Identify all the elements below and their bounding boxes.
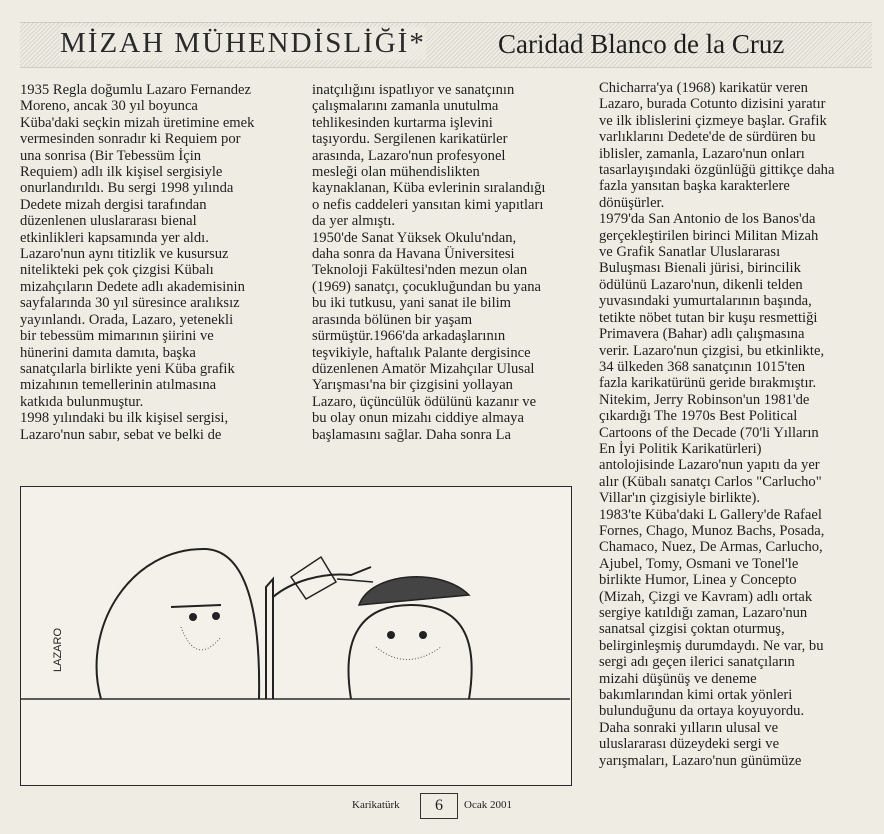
article-author: Caridad Blanco de la Cruz	[498, 29, 785, 59]
right-eye-2	[419, 631, 427, 639]
wall-post	[266, 579, 273, 699]
footer-publication: Karikatürk	[352, 799, 400, 811]
left-brow	[171, 605, 221, 607]
cartoon-drawing	[21, 487, 570, 784]
reaching-arm	[273, 567, 371, 597]
footer-date: Ocak 2001	[464, 799, 512, 811]
artist-signature: LAZARO	[52, 627, 64, 672]
right-stubble	[376, 647, 441, 660]
text-column-1: 1935 Regla doğumlu Lazaro Fernandez Moreno, ancak 30 yıl boyunca Küba'daki seçkin mizah üretimine emek vermesinden sonradır ki Requiem por una sonrisa (Bir Tebessüm İçin Requiem) adlı ilk kişisel sergisiyle onurlandırıldı. Bu sergi 1998 yılında Dedete mizah dergisi tarafından düzenlenen uluslararası bienal etkinlikleri kapsamında yer aldı. Lazaro'nun aynı titizlik ve kusursuz nitelikteki pek çok çizgisi Kübalı mizahçıların Dedete adlı akademisinin sayfalarında 30 yıl süresince aralıksız yayınlandı. Orada, Lazaro, yetenekli bir tebessüm mimarının şiirini ve hünerini damıta damıta, başka sanatçılarla birlikte yeni Küba grafik mizahının temellerinin atılmasına katkıda bulunmuştur. 1998 yılındaki bu ilk kişisel sergisi, Lazaro'nun sabır, sebat ve belki de	[20, 82, 255, 443]
right-head	[349, 605, 472, 699]
lid-handle	[337, 579, 373, 582]
left-stubble	[181, 627, 221, 650]
open-lid	[359, 577, 469, 605]
article-title: MİZAH MÜHENDİSLİĞİ*	[60, 27, 426, 59]
page-footer	[352, 793, 532, 819]
cartoon-illustration	[20, 486, 572, 786]
page-number: 6	[420, 793, 458, 819]
text-column-2: inatçılığını ispatlıyor ve sanatçının çalışmalarını zamanla unutulma tehlikesinden kurtarma işlevini taşıyordu. Sergilenen karikatürler arasında, Lazaro'nun profesyonel mesleği olan mühendislikten kaynaklanan, Küba evlerinin sıralandığı o nefis caddeleri yansıtan kimi yapıtları da yer almıştı. 1950'de Sanat Yüksek Okulu'ndan, daha sonra da Havana Üniversitesi Teknoloji Fakültesi'nden mezun olan (1969) sanatçı, çocukluğundan bu yana bu iki tutkusu, yani sanat ile bilim arasında bölünen bir yaşam sürmüştür.1966'da arkadaşlarının teşvikiyle, haftalık Palante dergisince düzenlenen Amatör Mizahçılar Ulusal Yarışması'na bir çizgisini yollayan Lazaro, üçüncülük ödülünü kazanır ve bu olay onun mizahı ciddiye almaya başlamasını sağlar. Daha sonra La	[312, 82, 546, 443]
left-head	[97, 549, 260, 699]
text-column-3: Chicharra'ya (1968) karikatür veren Lazaro, burada Cotunto dizisini yaratır ve ilk iblislerini çizmeye başlar. Grafik varlıklarını Dedete'de de sürdüren bu iblisler, zamanla, Lazaro'nun onları tasarlayışındaki özgünlüğü gittikçe daha fazla yansıtan başka karakterlere dönüşürler. 1979'da San Antonio de los Banos'da gerçekleştirilen birinci Militan Mizah ve Grafik Sanatlar Uluslararası Buluşması Bienali jürisi, birincilik ödülünü Lazaro'nun, dikenli telden yuvasındaki yumurtalarının başında, tetikte nöbet tutan bir kuşu resmettiği Primavera (Bahar) adlı çalışmasına verir. Lazaro'nun çizgisi, bu etkinlikte, 34 ülkeden 368 sanatçının 1015'ten fazla karikatürünü geride bırakmıştır. Nitekim, Jerry Robinson'un 1981'de çıkardığı The 1970s Best Political Cartoons of the Decade (70'li Yılların En İyi Politik Karikatürleri) antolojisinde Lazaro'nun yapıtı da yer alır (Kübalı sanatçı Carlos "Carlucho" Villar'ın çizgisiyle birlikte). 1983'te Küba'daki L Gallery'de Rafael Fornes, Chago, Munoz Bachs, Posada, Chamaco, Nuez, De Armas, Carlucho, Ajubel, Tomy, Osmani ve Tonel'le birlikte Humor, Linea y Concepto (Mizah, Çizgi ve Kavram) adlı ortak sergiye katıldığı zaman, Lazaro'nun sanatsal çizgisi çoktan oturmuş, belirginleşmiş durumdaydı. Ne var, bu sergi adı geçen ilerici sanatçıların mizahi düşünüş ve deneme bakımlarından kimi ortak yönleri bulunduğunu da ortaya koyuyordu. Daha sonraki yılların ulusal ve uluslararası düzeydeki sergi ve yarışmaları, Lazaro'nun günümüze	[599, 80, 835, 769]
right-eye	[387, 631, 395, 639]
page-header	[20, 22, 872, 68]
left-eye	[189, 613, 197, 621]
left-eye-2	[212, 612, 220, 620]
